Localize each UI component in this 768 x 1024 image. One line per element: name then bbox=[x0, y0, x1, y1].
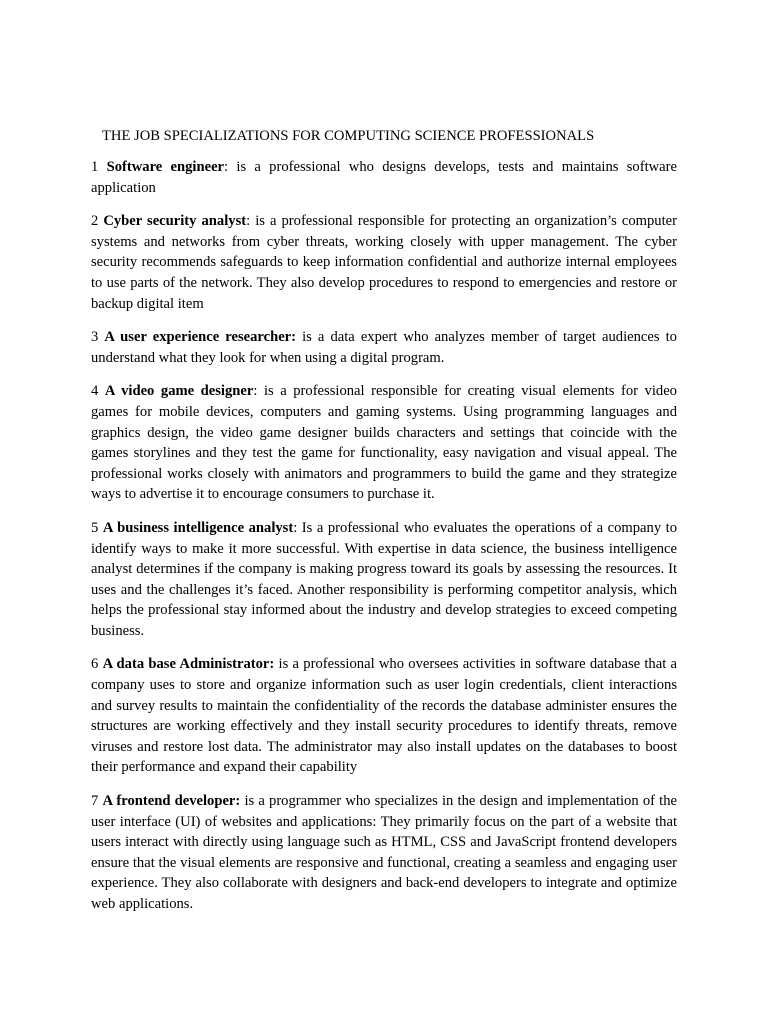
entry-video-game-designer bbox=[91, 381, 677, 505]
entry-number: 4 bbox=[91, 383, 99, 400]
entry-database-administrator bbox=[91, 654, 677, 778]
entry-term: Software engineer bbox=[106, 159, 225, 175]
entry-definition: : is a professional responsible for creating visual elements for video games for mobile devices, computers and gaming systems. Using programming languages and graphics design, the video game designer builds characters and settings that coincide with the games storylines and they test the game for functionality, easy navigation and visual appeal. The professional works closely with animators and programmers to build the game and they strategize ways to advertise it to encourage consumers to purchase it. bbox=[91, 383, 677, 503]
entry-term: Cyber security analyst bbox=[103, 213, 247, 230]
entry-business-intelligence-analyst bbox=[91, 518, 677, 642]
entry-term: A data base Administrator: bbox=[102, 656, 275, 673]
entry-definition: : Is a professional who evaluates the operations of a company to identify ways to make it more successful. With expertise in data science, the business intelligence analyst determines if the company is making progress toward its goals by assessing the resources. It uses and the challenges it’s faced. Another responsibility is performing competitor analysis, which helps the professional stay informed about the industry and develop strategies to exceed competing business. bbox=[91, 519, 678, 639]
entry-number: 6 bbox=[91, 656, 99, 673]
document-title: THE JOB SPECIALIZATIONS FOR COMPUTING SCIENCE PROFESSIONALS bbox=[102, 128, 595, 144]
entry-definition: : is a professional who designs develops, tests and maintains software application bbox=[91, 159, 677, 196]
entry-frontend-developer bbox=[91, 791, 677, 915]
entry-number: 1 bbox=[91, 159, 99, 175]
entry-cyber-security-analyst bbox=[91, 211, 677, 314]
entry-term: A video game designer bbox=[104, 383, 254, 400]
entry-term: A user experience researcher: bbox=[104, 329, 297, 346]
entry-number: 2 bbox=[91, 213, 99, 230]
entry-number: 5 bbox=[91, 519, 99, 536]
entry-term: A frontend developer: bbox=[102, 793, 241, 810]
entry-software-engineer bbox=[91, 157, 677, 198]
entry-user-experience-researcher bbox=[91, 327, 677, 368]
document-page bbox=[91, 126, 677, 928]
entry-term: A business intelligence analyst bbox=[102, 519, 294, 536]
entry-definition: : is a professional responsible for protecting an organization’s computer systems and networks from cyber threats, working closely with upper management. The cyber security recommends safeguards to keep information confidential and authorize internal employees to use parts of the network. They also develop procedures to respond to emergencies and restore or backup digital item bbox=[91, 213, 677, 312]
entry-definition: is a programmer who specializes in the design and implementation of the user interface (UI) of websites and applications: They primarily focus on the part of a website that users interact with directly using language such as HTML, CSS and JavaScript frontend developers ensure that the visual elements are responsive and functional, creating a seamless and engaging user experience. They also collaborate with designers and back-end developers to integrate and optimize web applications. bbox=[91, 793, 677, 912]
entry-definition: is a data expert who analyzes member of target audiences to understand what they look for when using a digital program. bbox=[91, 329, 677, 366]
entry-definition: is a professional who oversees activities in software database that a company uses to store and organize information such as user login credentials, client interactions and survey results to maintain the confidentiality of the records the database administer ensures the structures are working effectively and they install security procedures to identify threats, remove viruses and restore lost data. The administrator may also install updates on the databases to boost their performance and expand their capability bbox=[91, 656, 677, 776]
entry-number: 3 bbox=[91, 329, 99, 346]
entry-number: 7 bbox=[91, 793, 99, 810]
